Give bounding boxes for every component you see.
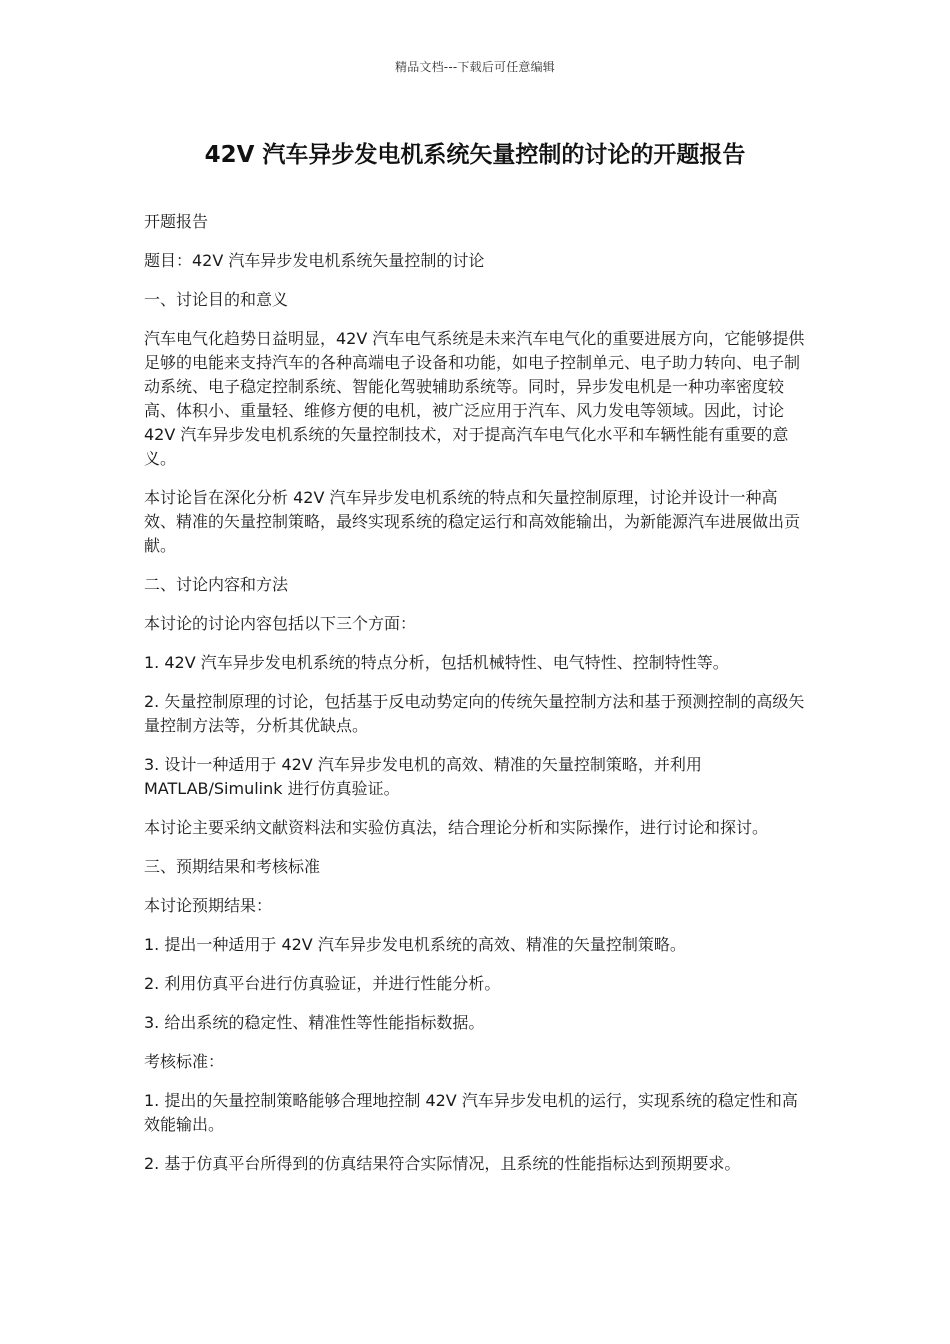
- section-heading-results: 三、预期结果和考核标准: [144, 857, 321, 876]
- document-body: [144, 210, 808, 1191]
- list-item-result-1: 1. 提出一种适用于 42V 汽车异步发电机系统的高效、精准的矢量控制策略。: [144, 935, 686, 954]
- paragraph-methods: 本讨论主要采纳文献资料法和实验仿真法，结合理论分析和实际操作，进行讨论和探讨。: [144, 818, 769, 837]
- list-item-result-3: 3. 给出系统的稳定性、精准性等性能指标数据。: [144, 1013, 485, 1032]
- paragraph-results-intro: 本讨论预期结果：: [144, 896, 273, 915]
- list-item-content-2: 2. 矢量控制原理的讨论，包括基于反电动势定向的传统矢量控制方法和基于预测控制的高级矢量控制方法等，分析其优缺点。: [144, 692, 805, 735]
- header-note: 精品文档---下载后可任意编辑: [395, 60, 555, 74]
- section-heading-content: 二、讨论内容和方法: [144, 575, 289, 594]
- list-item-content-3: 3. 设计一种适用于 42V 汽车异步发电机的高效、精准的矢量控制策略，并利用 MATLAB/Simulink 进行仿真验证。: [144, 755, 702, 798]
- section-heading-purpose: 一、讨论目的和意义: [144, 290, 289, 309]
- paragraph-purpose-2: 本讨论旨在深化分析 42V 汽车异步发电机系统的特点和矢量控制原理，讨论并设计一种高效、精准的矢量控制策略，最终实现系统的稳定运行和高效能输出，为新能源汽车进展做出贡献。: [144, 488, 801, 555]
- paragraph-purpose-1: 汽车电气化趋势日益明显，42V 汽车电气系统是未来汽车电气化的重要进展方向，它能够提供足够的电能来支持汽车的各种高端电子设备和功能，如电子控制单元、电子助力转向、电子制动系统、电子稳定控制系统、智能化驾驶辅助系统等。同时，异步发电机是一种功率密度较高、体积小、重量轻、维修方便的电机，被广泛应用于汽车、风力发电等领域。因此，讨论 42V 汽车异步发电机系统的矢量控制技术，对于提高汽车电气化水平和车辆性能有重要的意义。: [144, 329, 805, 468]
- list-item-result-2: 2. 利用仿真平台进行仿真验证，并进行性能分析。: [144, 974, 501, 993]
- list-item-criteria-1: 1. 提出的矢量控制策略能够合理地控制 42V 汽车异步发电机的运行，实现系统的稳定性和高效能输出。: [144, 1091, 798, 1134]
- topic-line: 题目：42V 汽车异步发电机系统矢量控制的讨论: [144, 251, 485, 270]
- document-title: 42V 汽车异步发电机系统矢量控制的讨论的开题报告: [204, 142, 746, 168]
- section-label: 开题报告: [144, 212, 209, 231]
- paragraph-criteria-intro: 考核标准：: [144, 1052, 225, 1071]
- paragraph-content-intro: 本讨论的讨论内容包括以下三个方面：: [144, 614, 417, 633]
- list-item-criteria-2: 2. 基于仿真平台所得到的仿真结果符合实际情况，且系统的性能指标达到预期要求。: [144, 1154, 741, 1173]
- list-item-content-1: 1. 42V 汽车异步发电机系统的特点分析，包括机械特性、电气特性、控制特性等。: [144, 653, 729, 672]
